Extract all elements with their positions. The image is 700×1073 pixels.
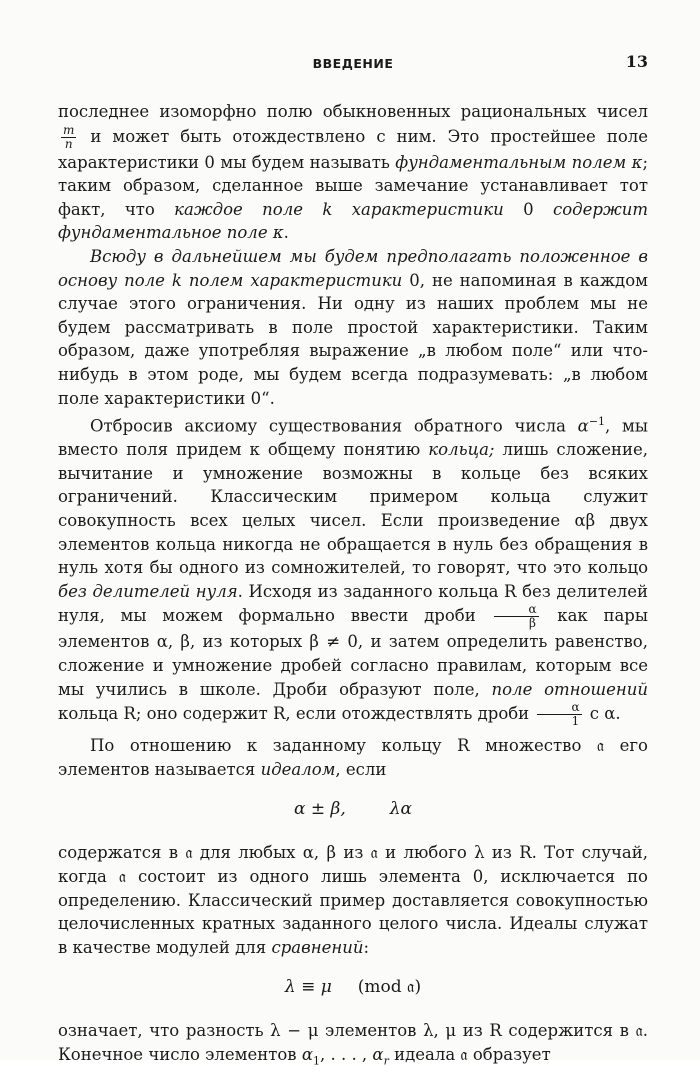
fraction-numerator: α	[537, 701, 581, 715]
emphasis: кольца;	[428, 440, 495, 460]
alpha-symbol: α	[301, 1044, 313, 1064]
display-formula-congruence	[58, 973, 648, 1001]
subscript: 1	[312, 1054, 320, 1068]
formula-left: α ± β,	[293, 799, 346, 820]
text: содержатся в 𝔞 для любых α, β из 𝔞 и любого λ из R. Тот случай, когда 𝔞 состоит из одного лишь элемента 0, исключается по определению. Классический пример доставляется совокупностью целочисленных кратных заданного целого числа. Идеалы служат в качестве модулей для	[58, 843, 648, 957]
emphasis: Всюду в дальнейшем мы будем предполагать положенное в основу поле k полем характеристики	[58, 246, 648, 290]
emphasis: содержит фундаментальное поле κ	[58, 199, 648, 243]
text: как пары элементов α, β, из которых β ≠ 0, и затем определить равенство, сложение и умножение дробей согласно правилам, которым все мы учились в школе. Дроби образуют поле,	[58, 606, 648, 699]
paragraph-1	[58, 100, 648, 245]
text: По отношению к заданному кольцу R множество 𝔞 его элементов называется	[58, 736, 648, 779]
fraction-m-over-n	[61, 124, 76, 151]
formula-right: (mod 𝔞)	[357, 977, 422, 998]
text: , мы вместо поля придем к общему понятию	[58, 416, 648, 460]
emphasis: фундаментальным полем κ	[395, 152, 643, 172]
text: , если	[335, 759, 387, 779]
text: :	[363, 937, 370, 957]
text: ; таким образом, сделанное выше замечание устанавливает тот факт, что	[58, 152, 648, 219]
emphasis: поле отношений	[491, 679, 648, 699]
text: 0, не напоминая в каждом случае этого ограничения. Ни одну из наших проблем мы не будем рассматривать в поле простой характеристики. Таким образом, даже употребляя выражение „в любом поле“ или что-нибудь в этом роде, мы будем всегда подразумевать: „в любом поле характеристики 0“.	[58, 270, 648, 408]
paragraph-4	[58, 734, 648, 781]
paragraph-5	[58, 841, 648, 959]
display-formula-ideal	[58, 795, 648, 823]
body-text	[58, 100, 648, 1073]
text: кольца R; оно содержит R, если отождествлять дроби	[58, 704, 535, 724]
text: лишь сложение, вычитание и умножение возможны в кольце без всяких ограничений. Классическим примером кольца служит совокупность всех целых чисел. Если произведение αβ двух элементов кольца никогда не обращается в нуль без обращения в нуль хотя бы одного из сомножителей, то говорят, что это кольцо	[58, 440, 648, 578]
alpha-symbol: α	[372, 1044, 384, 1064]
text: 0	[503, 199, 553, 219]
text: . Исходя из заданного кольца R без делителей нуля, мы можем формально ввести дроби	[58, 581, 648, 626]
paragraph-3	[58, 410, 648, 728]
emphasis: без делителей нуля	[58, 581, 238, 601]
fraction-numerator: m	[63, 122, 75, 137]
formula-left: λ ≡ μ	[284, 977, 332, 998]
fraction-denominator: 1	[571, 714, 580, 729]
fraction-denominator: β	[529, 616, 536, 631]
emphasis: сравнений	[271, 937, 364, 957]
alpha-symbol: α	[577, 416, 589, 436]
text: , . . . ,	[319, 1044, 373, 1064]
text: с α.	[584, 704, 621, 724]
running-head: ВВЕДЕНИЕ	[312, 56, 394, 71]
emphasis: каждое поле k характеристики	[174, 199, 504, 219]
text: Отбросив аксиому существования обратного числа	[90, 416, 578, 436]
page-header	[58, 52, 648, 80]
text: последнее изоморфно полю обыкновенных рациональных чисел	[58, 102, 648, 121]
text: и может быть отождествлено с ним. Это простейшее поле характеристики 0 мы будем называть	[58, 126, 648, 172]
text: идеала 𝔞 образует	[388, 1044, 551, 1064]
fraction-alpha-over-beta	[494, 603, 538, 630]
fraction-alpha-over-one	[537, 701, 581, 728]
text: .	[283, 223, 289, 243]
emphasis: идеалом	[260, 759, 336, 779]
fraction-denominator: n	[64, 136, 73, 151]
formula-right: λα	[389, 799, 413, 820]
paragraph-2	[58, 245, 648, 410]
subscript: r	[383, 1054, 389, 1068]
text: означает, что разность λ − μ элементов λ, μ из R содержится в 𝔞. Конечное число элементов	[58, 1021, 648, 1064]
paragraph-6	[58, 1019, 648, 1072]
exponent: −1	[588, 415, 606, 429]
fraction-numerator: α	[494, 603, 538, 617]
page-number: 13	[625, 52, 648, 71]
